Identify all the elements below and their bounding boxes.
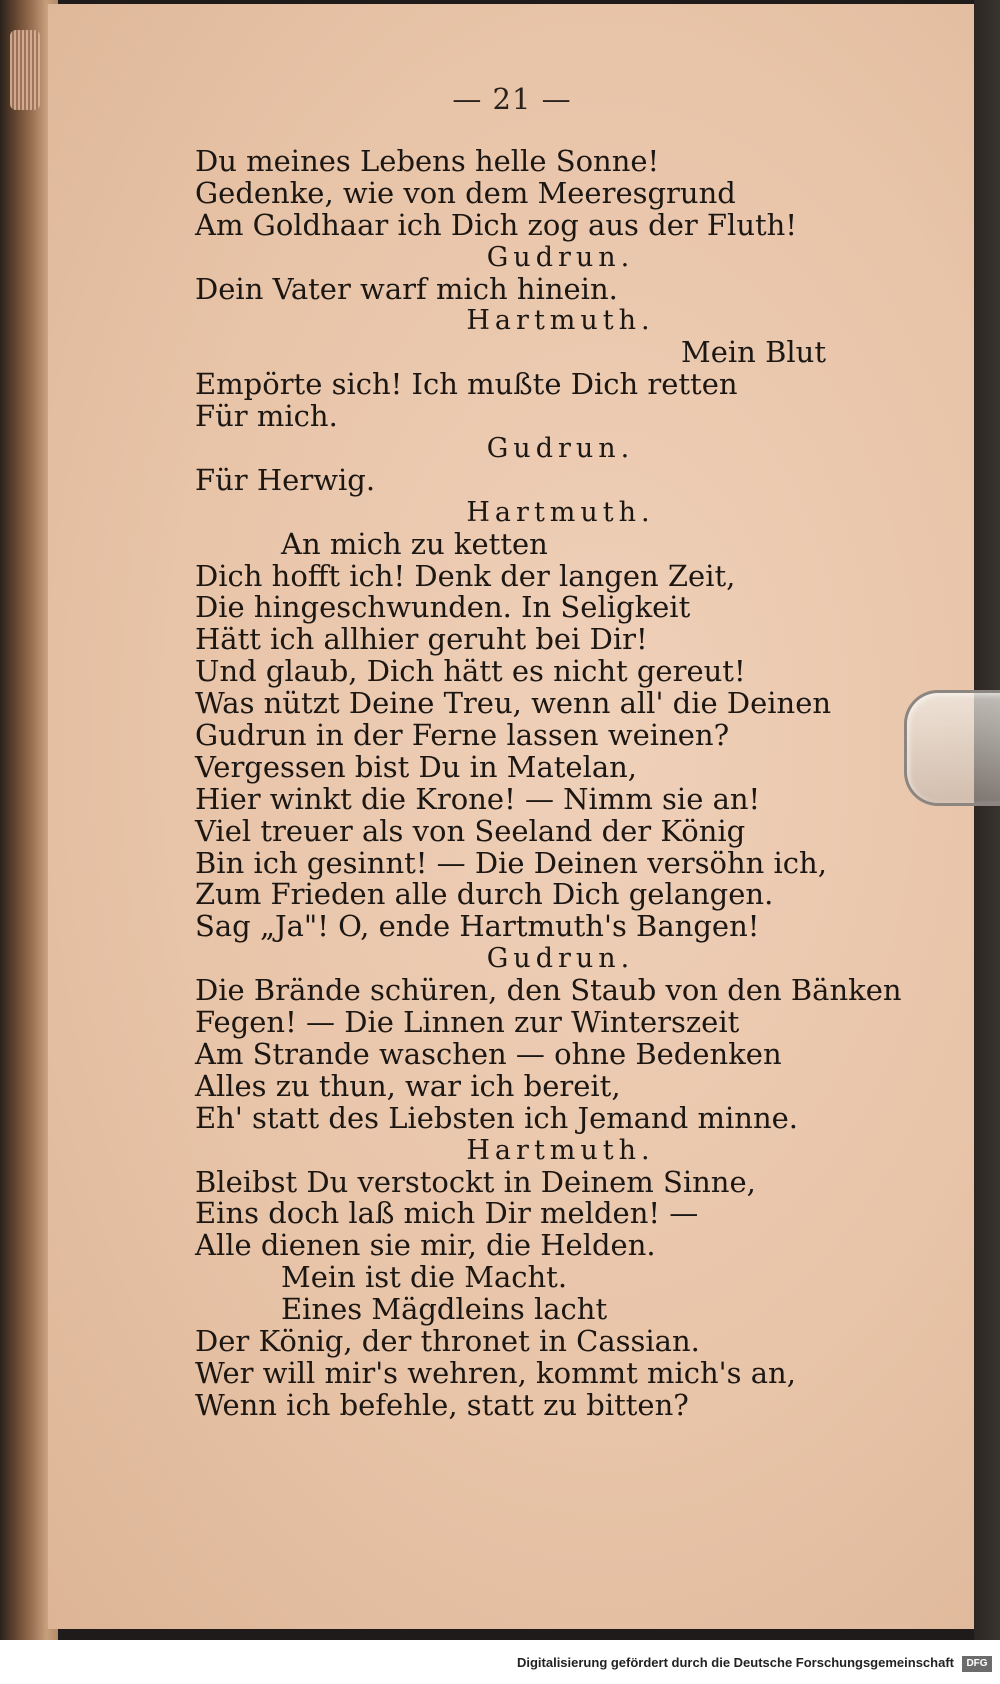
verse-line: Hier winkt die Krone! — Nimm sie an! [195,781,761,816]
verse-line: Sag „Ja"! O, ende Hartmuth's Bangen! [195,909,760,944]
speaker-name: Gudrun. [486,433,635,465]
speaker-name: Hartmuth. [466,1134,655,1166]
verse-line: Am Strande waschen — ohne Bedenken [195,1036,782,1071]
page-number: — 21 — [452,82,572,116]
verse-line: Zum Frieden alle durch Dich gelangen. [195,877,774,912]
verse-line: Eh' statt des Liebsten ich Jemand minne. [195,1100,799,1135]
speaker-name: Gudrun. [486,241,635,273]
verse-line: Am Goldhaar ich Dich zog aus der Fluth! [195,207,797,242]
verse-line: Du meines Lebens helle Sonne! [195,144,660,178]
verse-line: Was nützt Deine Treu, wenn all' die Deinen [195,686,832,721]
verse-line: Alle dienen sie mir, die Helden. [195,1228,656,1263]
verse-line: An mich zu ketten [281,526,548,561]
page-clip [904,690,1000,806]
verse-line: Empörte sich! Ich mußte Dich retten [195,367,738,402]
verse-line: Alles zu thun, war ich bereit, [195,1068,621,1103]
verse-line: Vergessen bist Du in Matelan, [195,749,638,784]
speaker-name: Hartmuth. [466,305,655,337]
verse-line: Mein Blut [681,335,826,370]
verse-line: Dein Vater warf mich hinein. [195,271,618,306]
speaker-name: Hartmuth. [466,496,655,528]
verse-line: Der König, der thronet in Cassian. [195,1323,700,1358]
verse-line: Eines Mägdleins lacht [281,1292,608,1327]
verse-line: Für Herwig. [195,462,376,497]
verse-line: Die hingeschwunden. In Seligkeit [195,590,691,625]
verse-line: Bin ich gesinnt! — Die Deinen versöhn ich, [195,845,827,880]
verse-line: Gudrun in der Ferne lassen weinen? [195,718,730,753]
book-page [46,4,976,1629]
verse-line: Die Brände schüren, den Staub von den Bänken [195,973,902,1008]
verse-line: Und glaub, Dich hätt es nicht gereut! [195,654,746,689]
speaker-name: Gudrun. [486,943,635,975]
verse-line: Viel treuer als von Seeland der König [195,813,746,848]
verse-line: Für mich. [195,399,338,434]
verse-line: Wenn ich befehle, statt zu bitten? [195,1387,689,1422]
verse-line: Bleibst Du verstockt in Deinem Sinne, [195,1164,756,1199]
dfg-logo-icon: DFG [962,1656,992,1672]
verse-text [195,144,902,1422]
verse-line: Dich hofft ich! Denk der langen Zeit, [195,558,736,593]
verse-line: Gedenke, wie von dem Meeresgrund [195,175,736,210]
page-edges [10,30,40,110]
footer-credit: Digitalisierung gefördert durch die Deutsche Forschungsgemeinschaft [516,1655,954,1670]
verse-line: Hätt ich allhier geruht bei Dir! [195,622,648,657]
verse-line: Fegen! — Die Linnen zur Winterszeit [195,1005,740,1040]
verse-line: Eins doch laß mich Dir melden! — [195,1196,699,1231]
footer-bar [0,1640,1000,1684]
page-right-edge [974,0,1000,1640]
verse-line: Mein ist die Macht. [281,1260,568,1295]
verse-line: Wer will mir's wehren, kommt mich's an, [195,1355,796,1390]
